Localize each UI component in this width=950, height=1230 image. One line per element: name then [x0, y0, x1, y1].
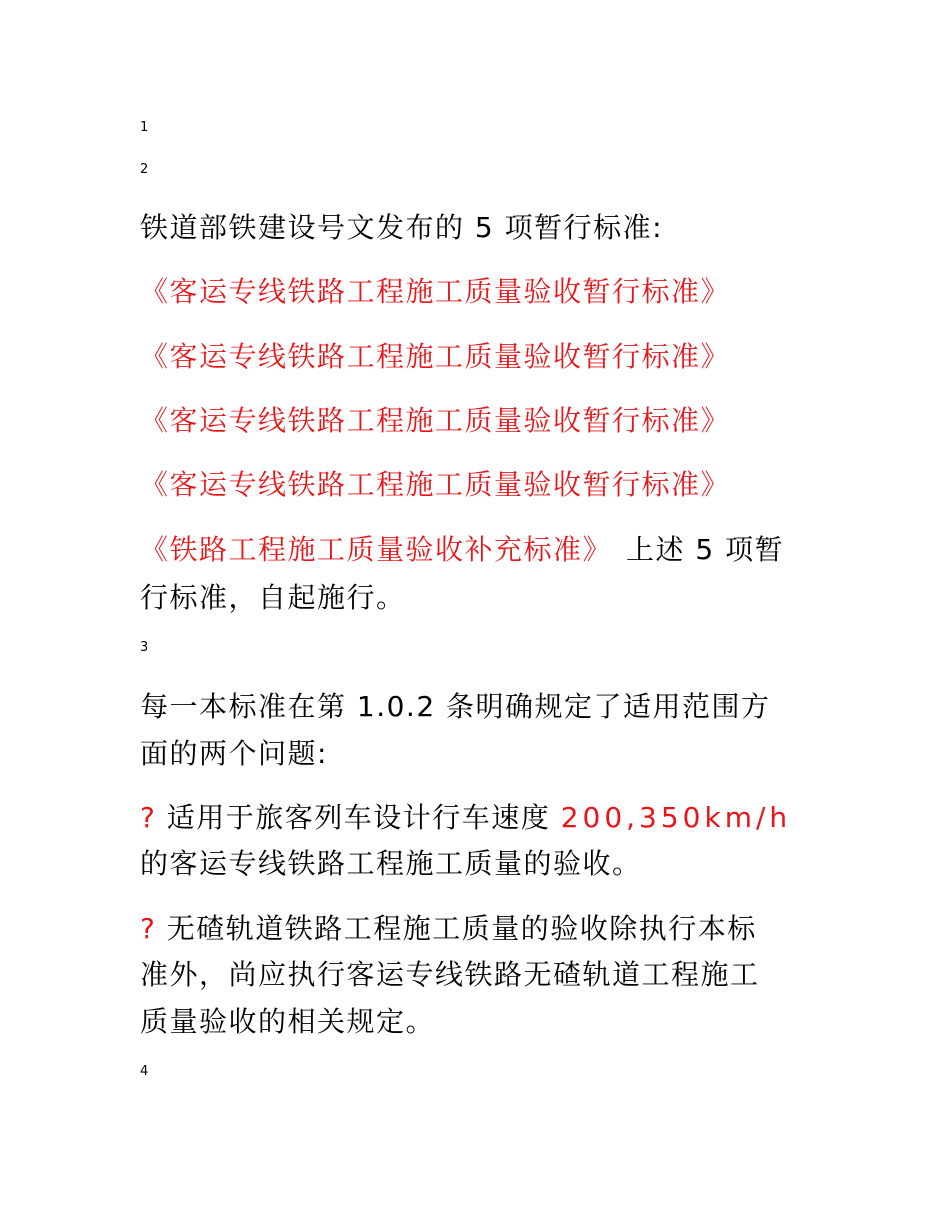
section-number-2: 2 [140, 162, 149, 177]
scope-item-1-line2: 的客运专线铁路工程施工质量的验收。 [140, 847, 642, 880]
supplement-paragraph-line2: 行标准，自起施行。 [140, 581, 406, 614]
section-number-4: 4 [140, 1064, 149, 1079]
scope-item-1-text: 适用于旅客列车设计行车速度 [166, 801, 551, 834]
bullet-marker: ? [140, 801, 157, 834]
section-number-1: 1 [140, 120, 149, 135]
standard-title-4: 《客运专线铁路工程施工质量验收暂行标准》 [140, 468, 731, 501]
supplement-paragraph [140, 532, 830, 568]
standard-title-2: 《客运专线铁路工程施工质量验收暂行标准》 [140, 340, 731, 373]
section-number-3: 3 [140, 640, 149, 655]
scope-item-2-line3: 质量验收的相关规定。 [140, 1005, 436, 1038]
standard-title-1: 《客运专线铁路工程施工质量验收暂行标准》 [140, 275, 731, 308]
scope-item-1 [140, 800, 830, 836]
intro-paragraph: 铁道部铁建设号文发布的 5 项暂行标准: [140, 211, 664, 244]
scope-paragraph-line2: 面的两个问题: [140, 737, 328, 770]
scope-item-2-line2: 准外，尚应执行客运专线铁路无碴轨道工程施工 [140, 958, 760, 991]
speed-range: 200,350km/h [560, 801, 792, 834]
scope-item-2 [140, 911, 830, 947]
scope-paragraph-line1: 每一本标准在第 1.0.2 条明确规定了适用范围方 [140, 690, 771, 723]
supplement-rest: 上述 5 项暂 [626, 533, 785, 566]
scope-item-2-text: 无碴轨道铁路工程施工质量的验收除执行本标 [166, 912, 757, 945]
standard-title-3: 《客运专线铁路工程施工质量验收暂行标准》 [140, 404, 731, 437]
supplement-title: 《铁路工程施工质量验收补充标准》 [140, 533, 613, 566]
bullet-marker: ? [140, 912, 157, 945]
